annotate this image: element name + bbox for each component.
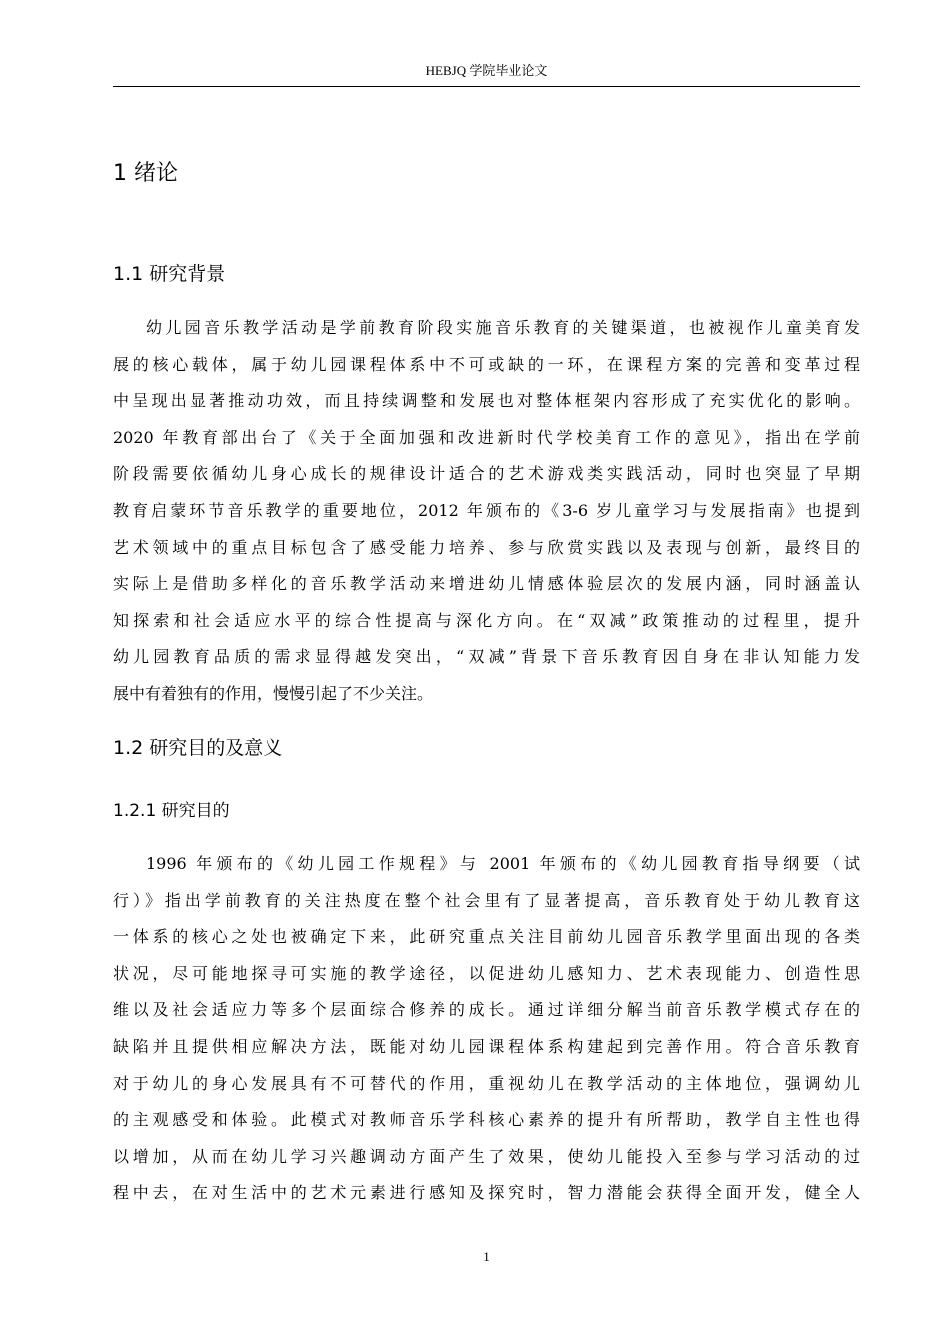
page-number: 1 bbox=[483, 1249, 490, 1264]
paragraph-line: 教育启蒙环节音乐教学的重要地位，2012 年颁布的《3-6 岁儿童学习与发展指南》也提到 bbox=[113, 500, 860, 520]
running-header: HEBJQ 学院毕业论文 bbox=[425, 63, 548, 78]
paragraph-line: 对于幼儿的身心发展具有不可替代的作用，重视幼儿在教学活动的主体地位，强调幼儿 bbox=[113, 1073, 860, 1093]
paragraph-line: 实际上是借助多样化的音乐教学活动来增进幼儿情感体验层次的发展内涵，同时涵盖认 bbox=[113, 574, 860, 594]
paragraph-line: 行）》指出学前教育的关注热度在整个社会里有了显著提高，音乐教育处于幼儿教育这 bbox=[113, 890, 860, 910]
section-title-1-2-1: 1.2.1 研究目的 bbox=[113, 801, 230, 821]
paragraph-line: 2020 年教育部出台了《关于全面加强和改进新时代学校美育工作的意见》，指出在学前 bbox=[113, 427, 860, 447]
paragraph-line: 1996 年颁布的《幼儿园工作规程》与 2001 年颁布的《幼儿园教育指导纲要（试 bbox=[146, 854, 860, 873]
paragraph-line: 幼儿园音乐教学活动是学前教育阶段实施音乐教育的关键渠道，也被视作儿童美育发 bbox=[146, 318, 860, 337]
paragraph-line: 中呈现出显著推动功效，而且持续调整和发展也对整体框架内容形成了充实优化的影响。 bbox=[113, 391, 860, 411]
paragraph-line: 状况，尽可能地探寻可实施的教学途径，以促进幼儿感知力、艺术表现能力、创造性思 bbox=[113, 963, 860, 983]
section-title-1-1: 1.1 研究背景 bbox=[113, 263, 226, 285]
paragraph-line: 展中有着独有的作用，慢慢引起了不少关注。 bbox=[113, 683, 434, 703]
section-title-1-2: 1.2 研究目的及意义 bbox=[113, 737, 283, 759]
paragraph-line: 的主观感受和体验。此模式对教师音乐学科核心素养的提升有所帮助，教学自主性也得 bbox=[113, 1110, 860, 1130]
paragraph-line: 阶段需要依循幼儿身心成长的规律设计适合的艺术游戏类实践活动，同时也突显了早期 bbox=[113, 464, 860, 484]
paragraph-line: 以增加，从而在幼儿学习兴趣调动方面产生了效果，使幼儿能投入至参与学习活动的过 bbox=[113, 1146, 860, 1166]
paragraph-line: 艺术领域中的重点目标包含了感受能力培养、参与欣赏实践以及表现与创新，最终目的 bbox=[113, 537, 860, 557]
section-1-1-paragraph bbox=[113, 310, 860, 713]
header-divider bbox=[113, 86, 860, 87]
paragraph-line: 展的核心载体，属于幼儿园课程体系中不可或缺的一环，在课程方案的完善和变革过程 bbox=[113, 354, 860, 374]
section-1-2-1-paragraph bbox=[113, 846, 860, 1212]
paragraph-line: 知探索和社会适应水平的综合性提高与深化方向。在“双减”政策推动的过程里，提升 bbox=[113, 610, 860, 630]
paragraph-line: 缺陷并且提供相应解决方法，既能对幼儿园课程体系构建起到完善作用。符合音乐教育 bbox=[113, 1036, 860, 1056]
paragraph-line: 一体系的核心之处也被确定下来，此研究重点关注目前幼儿园音乐教学里面出现的各类 bbox=[113, 927, 860, 947]
paragraph-line: 幼儿园教育品质的需求显得越发突出，“双减”背景下音乐教育因自身在非认知能力发 bbox=[113, 647, 860, 667]
paragraph-line: 程中去，在对生活中的艺术元素进行感知及探究时，智力潜能会获得全面开发，健全人 bbox=[113, 1183, 860, 1203]
chapter-title: 1 绪论 bbox=[113, 161, 178, 186]
paragraph-line: 维以及社会适应力等多个层面综合修养的成长。通过详细分解当前音乐教学模式存在的 bbox=[113, 1000, 860, 1020]
